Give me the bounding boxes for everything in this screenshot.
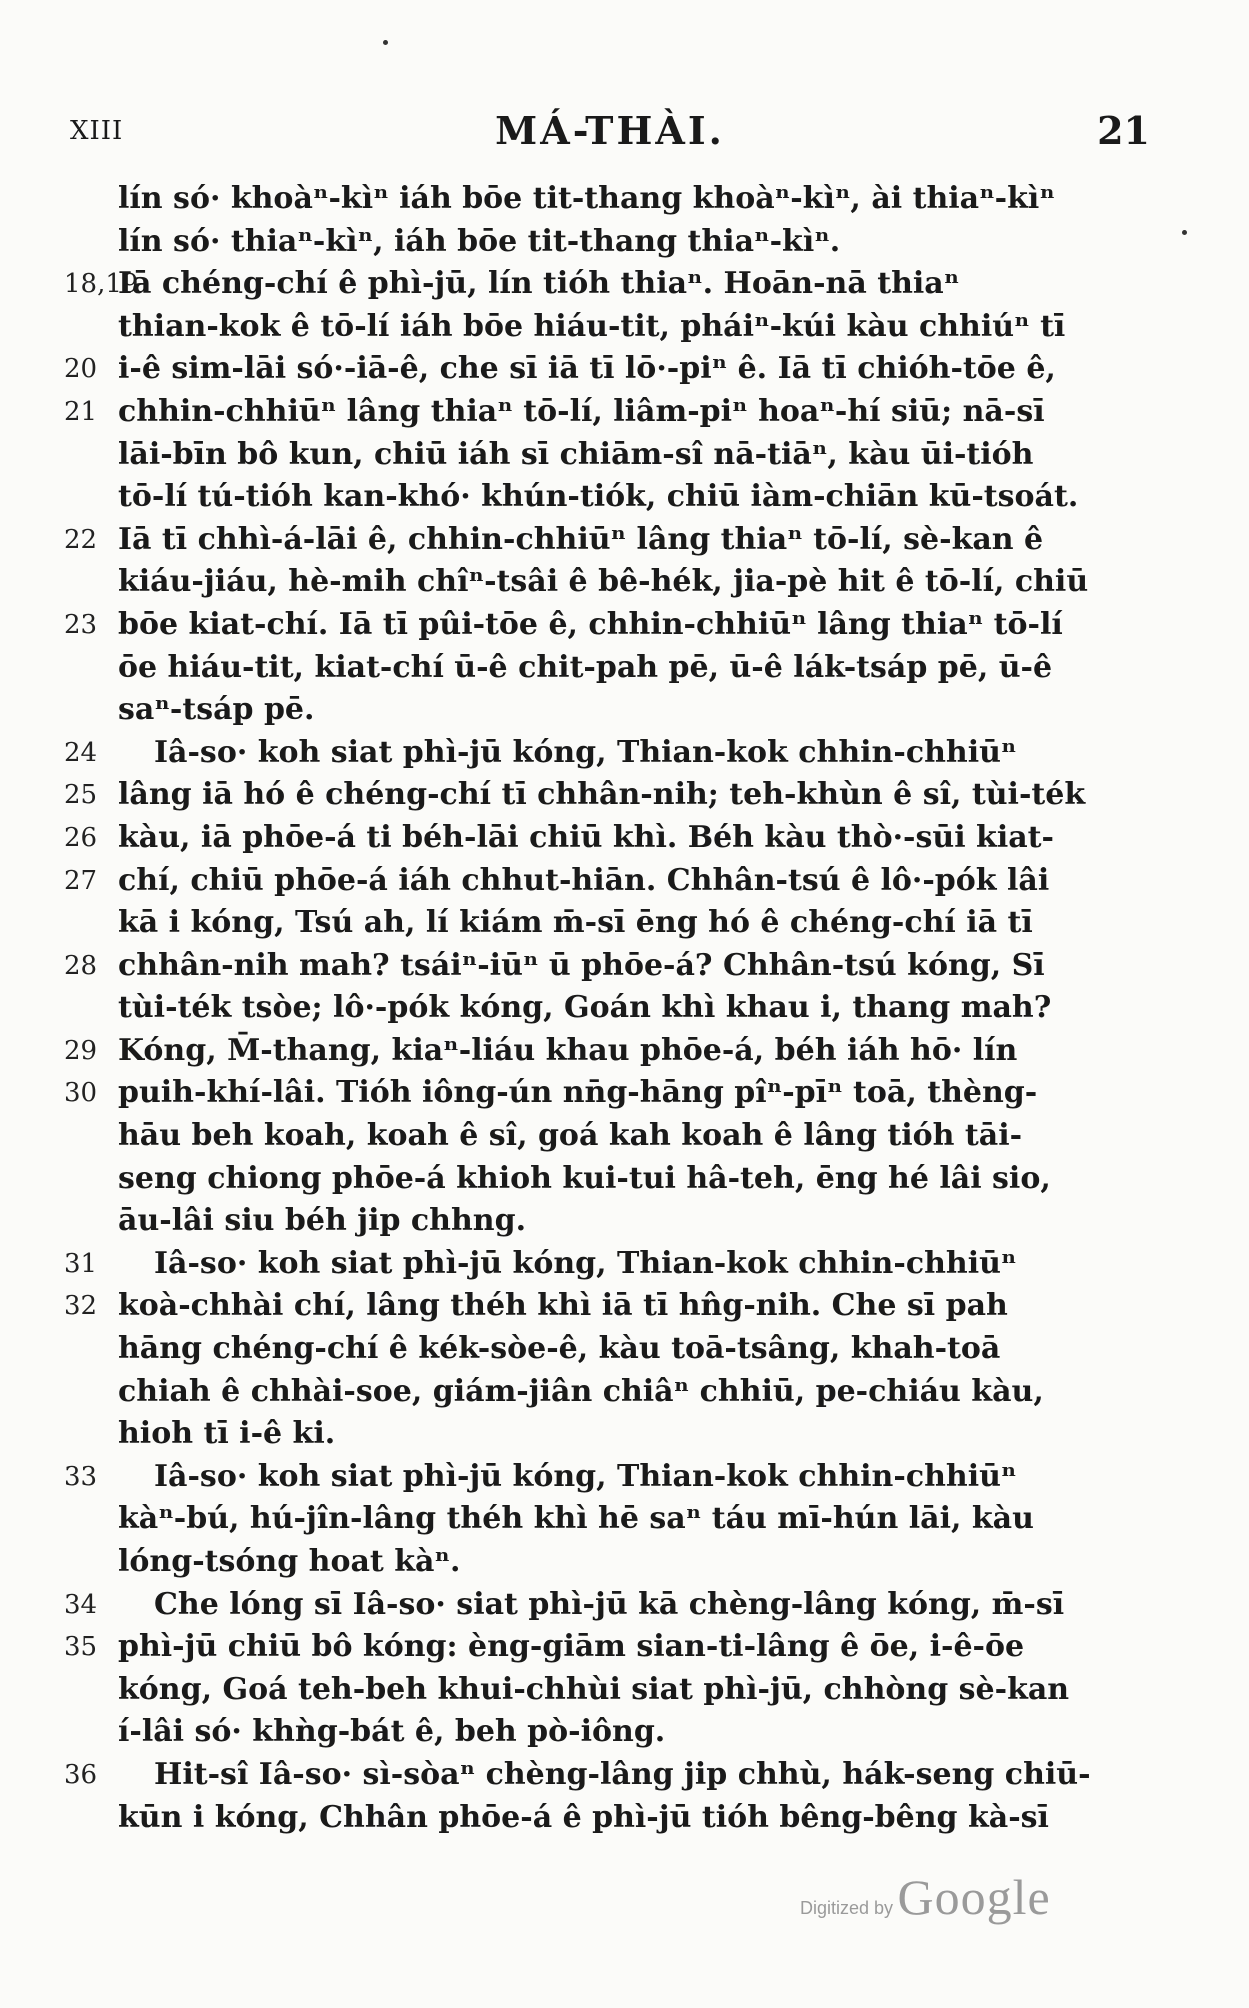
page-speck	[1182, 230, 1187, 235]
text-line	[64, 604, 1154, 647]
verse-number: 23	[64, 609, 98, 640]
google-logo: Google	[897, 1869, 1051, 1925]
line-text: chiah ê chhài-soe, giám-jiân chiâⁿ chhiū, pe-chiáu kàu,	[118, 1373, 1044, 1409]
text-line	[64, 1541, 1154, 1584]
scripture-text	[64, 178, 1154, 1839]
verse-number: 33	[64, 1461, 98, 1492]
text-line	[64, 561, 1154, 604]
line-text: tō-lí tú-tióh kan-khó· khún-tiók, chiū iàm-chiān kū-tsoát.	[118, 479, 1079, 515]
page-speck	[383, 40, 388, 45]
verse-number: 22	[64, 524, 98, 555]
line-text: kàu, iā phōe-á ti béh-lāi chiū khì. Béh kàu thò·-sūi kiat-	[118, 819, 1054, 855]
running-header	[70, 108, 1150, 158]
line-text: chí, chiū phōe-á iáh chhut-hiān. Chhân-tsú ê lô·-pók lâi	[118, 862, 1050, 898]
verse-number: 28	[64, 950, 98, 981]
text-line	[64, 391, 1154, 434]
line-text: i-ê sim-lāi só·-iā-ê, che sī iā tī lō·-piⁿ ê. Iā tī chióh-tōe ê,	[118, 351, 1056, 387]
text-line	[64, 306, 1154, 349]
line-text: tùi-ték tsòe; lô·-pók kóng, Goán khì khau i, thang mah?	[118, 990, 1052, 1026]
line-text: Iâ-so· koh siat phì-jū kóng, Thian-kok chhin-chhiūⁿ	[154, 1458, 1017, 1494]
text-line	[64, 1115, 1154, 1158]
verse-number: 36	[64, 1759, 98, 1790]
verse-number: 30	[64, 1078, 98, 1109]
line-text: kóng, Goá teh-beh khui-chhùi siat phì-jū, chhòng sè-kan	[118, 1671, 1070, 1707]
verse-number: 29	[64, 1035, 98, 1066]
text-line	[64, 178, 1154, 221]
text-line	[64, 1371, 1154, 1414]
text-line	[64, 476, 1154, 519]
text-line	[64, 1498, 1154, 1541]
line-text: Kóng, M̄-thang, kiaⁿ-liáu khau phōe-á, béh iáh hō· lín	[118, 1032, 1018, 1068]
text-line	[64, 1413, 1154, 1456]
line-text: Iâ-so· koh siat phì-jū kóng, Thian-kok chhin-chhiūⁿ	[154, 734, 1017, 770]
verse-number: 20	[64, 354, 98, 385]
line-text: seng chiong phōe-á khioh kui-tui hâ-teh, ēng hé lâi sio,	[118, 1160, 1051, 1196]
line-text: lín só· thiaⁿ-kìⁿ, iáh bōe tit-thang thiaⁿ-kìⁿ.	[118, 223, 841, 259]
line-text: Iâ-so· koh siat phì-jū kóng, Thian-kok chhin-chhiūⁿ	[154, 1245, 1017, 1281]
verse-number: 34	[64, 1589, 98, 1620]
line-text: hāu beh koah, koah ê sî, goá kah koah ê lâng tióh tāi-	[118, 1118, 1023, 1154]
text-line	[64, 221, 1154, 264]
digitized-by-label: Digitized by	[800, 1898, 894, 1918]
text-line	[64, 1158, 1154, 1201]
line-text: Hit-sî Iâ-so· sì-sòaⁿ chèng-lâng jip chhù, hák-seng chiū-	[154, 1756, 1091, 1792]
text-line	[64, 434, 1154, 477]
line-text: hāng chéng-chí ê kék-sòe-ê, kàu toā-tsâng, khah-toā	[118, 1331, 1001, 1367]
text-line	[64, 348, 1154, 391]
line-text: āu-lâi siu béh jip chhng.	[118, 1203, 527, 1239]
line-text: Iā tī chhì-á-lāi ê, chhin-chhiūⁿ lâng thiaⁿ tō-lí, sè-kan ê	[118, 521, 1044, 557]
verse-number: 24	[64, 737, 98, 768]
page-number: 21	[1097, 108, 1150, 153]
text-line	[64, 1072, 1154, 1115]
line-text: lâng iā hó ê chéng-chí tī chhân-nih; teh-khùn ê sî, tùi-ték	[118, 777, 1086, 813]
line-text: í-lâi só· khǹg-bát ê, beh pò-iông.	[118, 1714, 666, 1750]
digitized-watermark	[800, 1868, 1051, 1926]
text-line	[64, 860, 1154, 903]
text-line	[64, 945, 1154, 988]
line-text: kūn i kóng, Chhân phōe-á ê phì-jū tióh bêng-bêng kà-sī	[118, 1799, 1049, 1835]
line-text: kàⁿ-bú, hú-jîn-lâng théh khì hē saⁿ táu mī-hún lāi, kàu	[118, 1501, 1034, 1537]
text-line	[64, 1754, 1154, 1797]
text-line	[64, 1030, 1154, 1073]
text-line	[64, 1200, 1154, 1243]
text-line	[64, 987, 1154, 1030]
chapter-number: XIII	[70, 116, 124, 146]
text-line	[64, 1626, 1154, 1669]
line-text: lóng-tsóng hoat kàⁿ.	[118, 1544, 461, 1579]
verse-number: 27	[64, 865, 98, 896]
verse-number: 25	[64, 780, 98, 811]
line-text: lāi-bīn bô kun, chiū iáh sī chiām-sî nā-tiāⁿ, kàu ūi-tióh	[118, 436, 1034, 472]
text-line	[64, 1584, 1154, 1627]
text-line	[64, 774, 1154, 817]
line-text: hioh tī i-ê ki.	[118, 1416, 336, 1452]
text-line	[64, 732, 1154, 775]
line-text: Iā chéng-chí ê phì-jū, lín tióh thiaⁿ. Hoān-nā thiaⁿ	[118, 266, 960, 302]
verse-number: 35	[64, 1632, 98, 1663]
line-text: chhin-chhiūⁿ lâng thiaⁿ tō-lí, liâm-piⁿ hoaⁿ-hí siū; nā-sī	[118, 393, 1045, 429]
line-text: saⁿ-tsáp pē.	[118, 692, 315, 728]
line-text: kā i kóng, Tsú ah, lí kiám m̄-sī ēng hó ê chéng-chí iā tī	[118, 905, 1033, 941]
line-text: thian-kok ê tō-lí iáh bōe hiáu-tit, pháiⁿ-kúi kàu chhiúⁿ tī	[118, 308, 1066, 344]
text-line	[64, 1711, 1154, 1754]
text-line	[64, 519, 1154, 562]
text-line	[64, 647, 1154, 690]
text-line	[64, 1797, 1154, 1840]
text-line	[64, 1456, 1154, 1499]
text-line	[64, 1243, 1154, 1286]
verse-number: 18,19	[64, 269, 139, 300]
verse-number: 21	[64, 396, 98, 427]
verse-number: 31	[64, 1248, 98, 1279]
line-text: puih-khí-lâi. Tióh iông-ún nn̄g-hāng pîⁿ-pīⁿ toā, thèng-	[118, 1075, 1038, 1111]
text-line	[64, 817, 1154, 860]
text-line	[64, 263, 1154, 306]
line-text: chhân-nih mah? tsáiⁿ-iūⁿ ū phōe-á? Chhân-tsú kóng, Sī	[118, 947, 1045, 983]
line-text: kiáu-jiáu, hè-mih chîⁿ-tsâi ê bê-hék, jia-pè hit ê tō-lí, chiū	[118, 564, 1089, 600]
text-line	[64, 1285, 1154, 1328]
line-text: ōe hiáu-tit, kiat-chí ū-ê chit-pah pē, ū-ê lák-tsáp pē, ū-ê	[118, 649, 1053, 685]
text-line	[64, 1669, 1154, 1712]
text-line	[64, 902, 1154, 945]
line-text: koà-chhài chí, lâng théh khì iā tī hn̂g-nih. Che sī pah	[118, 1288, 1008, 1324]
line-text: lín só· khoàⁿ-kìⁿ iáh bōe tit-thang khoàⁿ-kìⁿ, ài thiaⁿ-kìⁿ	[118, 181, 1055, 216]
verse-number: 32	[64, 1291, 98, 1322]
line-text: bōe kiat-chí. Iā tī pûi-tōe ê, chhin-chhiūⁿ lâng thiaⁿ tō-lí	[118, 606, 1063, 642]
line-text: Che lóng sī Iâ-so· siat phì-jū kā chèng-lâng kóng, m̄-sī	[154, 1586, 1065, 1622]
line-text: phì-jū chiū bô kóng: èng-giām sian-ti-lâng ê ōe, i-ê-ōe	[118, 1629, 1025, 1665]
book-title: MÁ-THÀI.	[495, 108, 725, 153]
text-line	[64, 1328, 1154, 1371]
text-line	[64, 689, 1154, 732]
verse-number: 26	[64, 822, 98, 853]
